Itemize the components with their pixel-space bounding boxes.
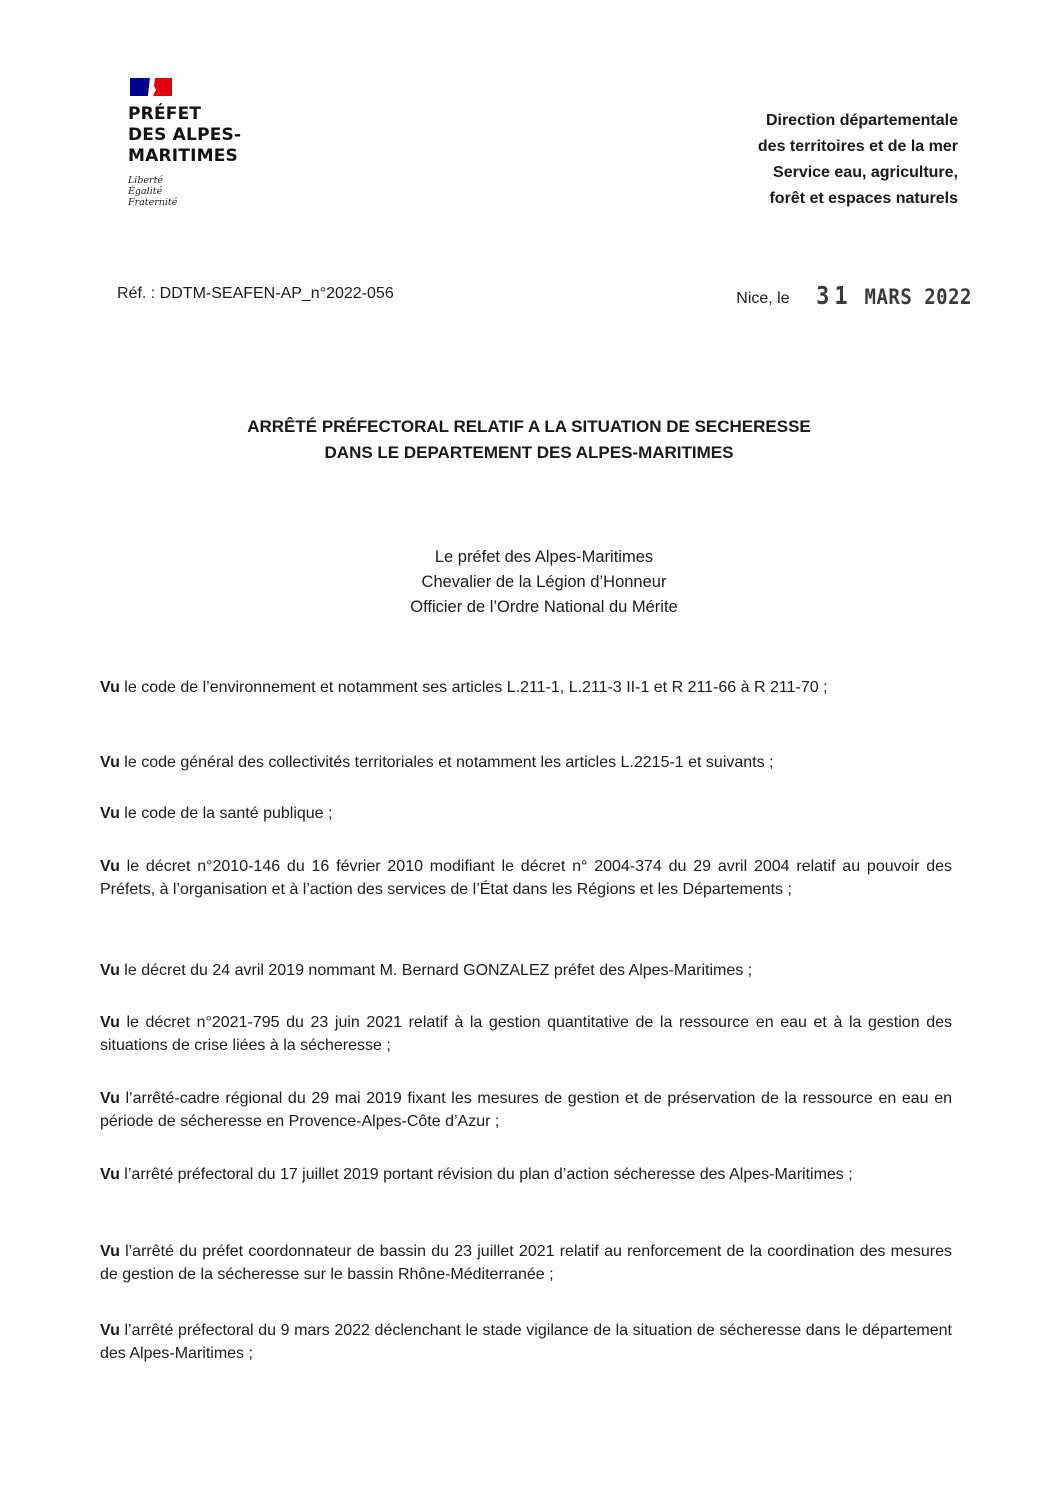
motto-line: Égalité [128, 186, 163, 197]
consideration-text: l’arrêté-cadre régional du 29 mai 2019 fixant les mesures de gestion et de préservation de la ressource en eau en période de sécheresse en Provence-Alpes-Côte d’Azur ; [100, 1090, 952, 1130]
title-line: DANS LE DEPARTEMENT DES ALPES-MARITIMES [324, 443, 734, 462]
consideration-paragraph [100, 1087, 952, 1133]
consideration-text: l’arrêté préfectoral du 17 juillet 2019 portant révision du plan d’action sécheresse des Alpes-Maritimes ; [119, 1166, 853, 1183]
consideration-lead: Vu [100, 1166, 120, 1183]
consideration-lead: Vu [100, 679, 120, 696]
issuing-service [758, 108, 958, 212]
consideration-text: le décret n°2010-146 du 16 février 2010 modifiant le décret n° 2004-374 du 29 avril 2004 relatif au pouvoir des Préfets, à l’organisation et à l’action des services de l’État dans les Régions et les Départements ; [100, 858, 952, 898]
consideration-text: le code général des collectivités territoriales et notamment les articles L.2215-1 et suivants ; [119, 754, 774, 771]
consideration-paragraph [100, 1163, 952, 1186]
consideration-text: l’arrêté du préfet coordonnateur de bassin du 23 juillet 2021 relatif au renforcement de la coordination des mesures de gestion de la sécheresse sur le bassin Rhône-Méditerranée ; [100, 1243, 952, 1283]
logo-title-line: PRÉFET [128, 104, 202, 124]
date-prefix: Nice, le [736, 290, 790, 307]
consideration-lead: Vu [100, 805, 120, 822]
consideration-paragraph [100, 1011, 952, 1057]
prefect-line: Chevalier de la Légion d’Honneur [421, 573, 667, 591]
service-line: Direction départementale [765, 112, 958, 129]
consideration-paragraph [100, 751, 952, 774]
consideration-text: le décret n°2021-795 du 23 juin 2021 relatif à la gestion quantitative de la ressource en eau et à la gestion des situations de crise liées à la sécheresse ; [100, 1014, 952, 1054]
service-line: Service eau, agriculture, [773, 164, 958, 181]
consideration-text: le code de la santé publique ; [119, 805, 333, 822]
document-title [100, 414, 958, 466]
consideration-text: le décret du 24 avril 2019 nommant M. Bernard GONZALEZ préfet des Alpes-Maritimes ; [119, 962, 753, 979]
consideration-lead: Vu [100, 1090, 120, 1107]
consideration-paragraph [100, 1240, 952, 1286]
consideration-paragraph [100, 1319, 952, 1365]
consideration-text: l’arrêté préfectoral du 9 mars 2022 déclenchant le stade vigilance de la situation de sécheresse dans le département des Alpes-Maritimes ; [100, 1322, 952, 1362]
consideration-lead: Vu [100, 1014, 120, 1031]
document-reference: Réf. : DDTM-SEAFEN-AP_n°2022-056 [117, 285, 394, 302]
motto-line: Liberté [128, 175, 164, 186]
motto-line: Fraternité [128, 197, 178, 208]
consideration-paragraph [100, 959, 952, 982]
date-stamp-day: 31 [816, 282, 853, 311]
consideration-lead: Vu [100, 858, 120, 875]
date-line [736, 284, 972, 309]
service-line: forêt et espaces naturels [769, 190, 958, 207]
consideration-lead: Vu [100, 962, 120, 979]
date-stamp-month-year: MARS 2022 [864, 284, 972, 310]
consideration-text: le code de l’environnement et notamment ses articles L.211-1, L.211-3 II-1 et R 211-66 à R 211-70 ; [119, 679, 828, 696]
consideration-paragraph [100, 855, 952, 901]
title-line: ARRÊTÉ PRÉFECTORAL RELATIF A LA SITUATION DE SECHERESSE [247, 417, 811, 436]
prefecture-logo [128, 76, 288, 208]
consideration-lead: Vu [100, 1243, 120, 1260]
logo-title-line: MARITIMES [128, 146, 238, 166]
republic-motto [128, 175, 288, 208]
prefect-titles [100, 545, 988, 620]
date-stamp [816, 283, 972, 311]
consideration-lead: Vu [100, 1322, 120, 1339]
consideration-paragraph [100, 676, 952, 699]
consideration-paragraph [100, 802, 952, 825]
consideration-lead: Vu [100, 754, 120, 771]
logo-title-line: DES ALPES- [128, 125, 242, 145]
prefect-line: Le préfet des Alpes-Maritimes [434, 548, 654, 566]
logo-title [128, 104, 288, 167]
french-republic-flag-icon [128, 76, 188, 98]
prefect-line: Officier de l’Ordre National du Mérite [410, 598, 678, 616]
service-line: des territoires et de la mer [757, 138, 958, 155]
